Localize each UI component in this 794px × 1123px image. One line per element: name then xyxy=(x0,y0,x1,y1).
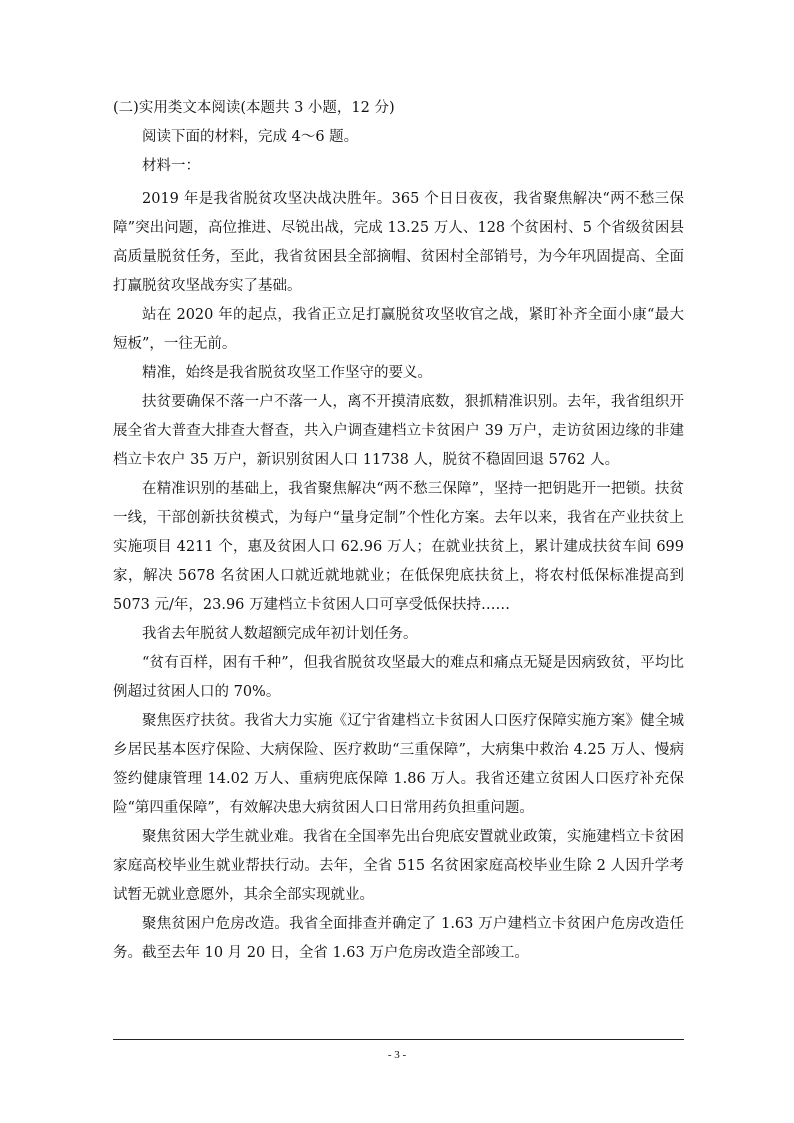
footer-divider xyxy=(113,1039,684,1040)
paragraph: 扶贫要确保不落一户不落一人，离不开摸清底数，狠抓精准识别。去年，我省组织开展全省大普查大排查大督查，共入户调查建档立卡贫困户 39 万户，走访贫困边缘的非建档立卡农户 35 万户，新识别贫困人口 11738 人，脱贫不稳固回退 5762 人。 xyxy=(113,394,684,468)
page-number: - 3 - xyxy=(387,1049,407,1061)
paragraph: 精准，始终是我省脱贫攻坚工作坚守的要义。 xyxy=(142,365,432,381)
paragraph: 聚焦医疗扶贫。我省大力实施《辽宁省建档立卡贫困人口医疗保障实施方案》健全城乡居民基本医疗保险、大病保险、医疗救助“三重保障”，大病集中救治 4.25 万人、慢病签约健康管理 14.02 万人、重病兜底保障 1.86 万人。我省还建立贫困人口医疗补充保险“第四重保障”，有效解决患大病贫困人口日常用药负担重问题。 xyxy=(113,713,684,816)
paragraph: 我省去年脱贫人数超额完成年初计划任务。 xyxy=(142,626,418,642)
material-label: 材料一： xyxy=(142,158,200,174)
paragraph: 聚焦贫困大学生就业难。我省在全国率先出台兜底安置就业政策，实施建档立卡贫困家庭高校毕业生就业帮扶行动。去年，全省 515 名贫困家庭高校毕业生除 2 人因升学考试暂无就业意愿外，其余全部实现就业。 xyxy=(113,829,684,903)
paragraph: 2019 年是我省脱贫攻坚决战决胜年。365 个日日夜夜，我省聚焦解决“两不愁三保障”突出问题，高位推进、尽锐出战，完成 13.25 万人、128 个贫困村、5 个省级贫困县高质量脱贫任务，至此，我省贫困县全部摘帽、贫困村全部销号，为今年巩固提高、全面打赢脱贫攻坚战夯实了基础。 xyxy=(113,191,684,294)
reading-instruction: 阅读下面的材料，完成 4～6 题。 xyxy=(142,129,359,145)
paragraph: 在精准识别的基础上，我省聚焦解决“两不愁三保障”，坚持一把钥匙开一把锁。扶贫一线，干部创新扶贫模式，为每户“量身定制”个性化方案。去年以来，我省在产业扶贫上实施项目 4211 个，惠及贫困人口 62.96 万人；在就业扶贫上，累计建成扶贫车间 699 家，解决 5678 名贫困人口就近就地就业；在低保兜底扶贫上，将农村低保标准提高到 5073 元/年，23.96 万建档立卡贫困人口可享受低保扶持…… xyxy=(113,481,684,613)
paragraph: 聚焦贫困户危房改造。我省全面排查并确定了 1.63 万户建档立卡贫困户危房改造任务。截至去年 10 月 20 日，全省 1.63 万户危房改造全部竣工。 xyxy=(113,916,684,961)
document-body xyxy=(113,98,684,968)
paragraph: “贫有百样，困有千种”，但我省脱贫攻坚最大的难点和痛点无疑是因病致贫，平均比例超过贫困人口的 70%。 xyxy=(113,655,684,700)
section-title: (二)实用类文本阅读(本题共 3 小题，12 分) xyxy=(113,100,395,116)
paragraph: 站在 2020 年的起点，我省正立足打赢脱贫攻坚收官之战，紧盯补齐全面小康“最大短板”，一往无前。 xyxy=(113,307,684,352)
